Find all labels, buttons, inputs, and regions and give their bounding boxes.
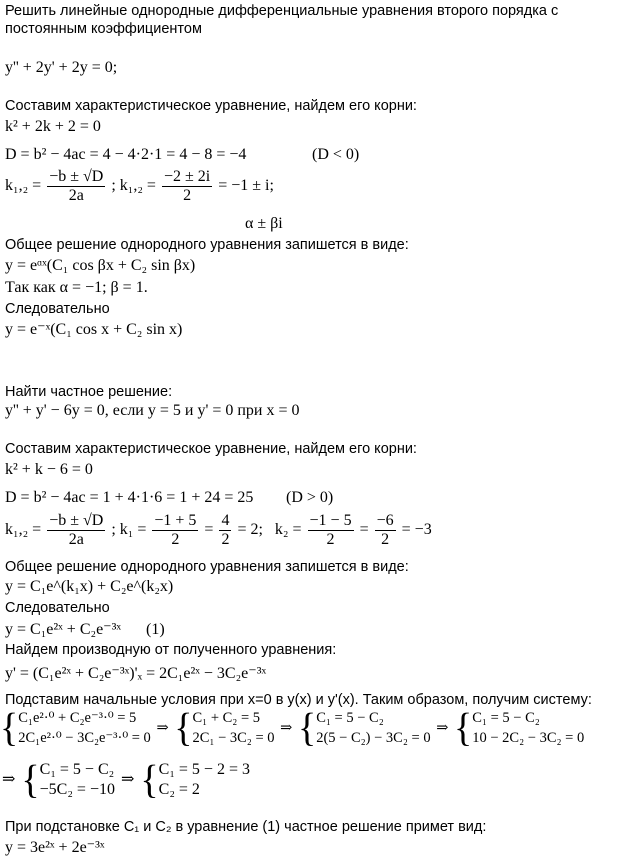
discriminant-2: D = b² − 4ac = 1 + 4·1·6 = 1 + 24 = 25 [5, 489, 254, 506]
brace-icon: { [140, 757, 159, 803]
solution-2: y = C₁e²ˣ + C₂e⁻³ˣ [5, 621, 122, 638]
k2-result: = −3 [401, 521, 432, 539]
system-1-row-1: C₁e²·⁰ + C₂e⁻³·⁰ = 5 [18, 710, 137, 726]
k1-denominator-b: 2 [221, 531, 230, 548]
k1-numerator-b: 4 [221, 512, 230, 529]
roots-numerator-2: −2 ± 2i [163, 168, 211, 185]
system-5-row-2: −5C₂ = −10 [39, 781, 115, 798]
k1-result: = 2; [237, 521, 263, 539]
general-heading-1: Общее решение однородного уравнения запишется в виде: [5, 237, 409, 253]
system-4-row-2: 10 − 2C₂ − 3C₂ = 0 [472, 730, 585, 746]
since-line: Так как α = −1; β = 1. [5, 279, 148, 296]
k1-numerator-a: −1 + 5 [154, 512, 197, 529]
system-5 [21, 757, 115, 803]
roots-label-2: k₁,₂ = [5, 521, 42, 539]
roots-fraction-2 [162, 168, 212, 205]
char-equation-1: k² + 2k + 2 = 0 [5, 118, 101, 135]
char-heading-1: Составим характеристическое уравнение, найдем его корни: [5, 98, 417, 114]
system-4 [454, 705, 585, 751]
k1-label: ; k₁ = [111, 521, 147, 539]
k2-numerator-a: −1 − 5 [309, 512, 352, 529]
brace-icon: { [454, 705, 473, 751]
system-3-row-2: 2(5 − C₂) − 3C₂ = 0 [316, 730, 431, 746]
system-3 [297, 705, 431, 751]
k2-label: k₂ = [274, 521, 302, 539]
roots-mid-1: ; k₁,₂ = [111, 177, 156, 195]
k1-fraction-b [219, 512, 231, 549]
k2-fraction-b [375, 512, 396, 549]
roots-fraction-1 [47, 168, 105, 205]
implies-icon: ⇒ [2, 771, 16, 788]
system-5-row-1: C₁ = 5 − C₂ [39, 761, 115, 778]
system-1 [0, 705, 151, 751]
roots-label-1: k₁,₂ = [5, 177, 42, 195]
implies-icon: ⇒ [156, 720, 169, 736]
roots-denominator-2: 2 [183, 187, 192, 204]
final-equation: y = 3e²ˣ + 2e⁻³ˣ [5, 839, 105, 856]
brace-icon: { [174, 705, 193, 751]
substitution-heading: Подставим начальные условия при x=0 в y(x) и y'(x). Таким образом, получим систему: [5, 692, 592, 708]
solution-1: y = e⁻ˣ(C₁ cos x + C₂ sin x) [5, 321, 183, 338]
discriminant-note-2: (D > 0) [286, 489, 334, 506]
brace-icon: { [297, 705, 317, 751]
general-equation-2: y = C₁e^(k₁x) + C₂e^(k₂x) [5, 578, 174, 595]
system-2-row-2: 2C₁ − 3C₂ = 0 [192, 730, 275, 746]
system-row-2 [0, 757, 250, 803]
derivative-equation: y' = (C₁e²ˣ + C₂e⁻³ˣ)'ₓ = 2C₁e²ˣ − 3C₂e⁻³ˣ [5, 665, 267, 682]
system-4-row-1: C₁ = 5 − C₂ [472, 710, 540, 726]
system-6-row-2: C₂ = 2 [158, 781, 200, 798]
char-equation-2: k² + k − 6 = 0 [5, 461, 93, 478]
brace-icon: { [0, 705, 19, 751]
k2-denominator-a: 2 [326, 531, 335, 548]
k2-fraction-a [308, 512, 354, 549]
system-row-1 [0, 705, 585, 751]
system-1-row-2: 2C₁e²·⁰ − 3C₂e⁻³·⁰ = 0 [18, 730, 151, 746]
alpha-beta: α ± βi [245, 215, 283, 232]
roots-denominator-1: 2a [68, 187, 84, 204]
equation-2: y'' + y' − 6y = 0, если y = 5 и y' = 0 при x = 0 [5, 402, 300, 419]
brace-icon: { [21, 757, 40, 803]
discriminant-note-1: (D < 0) [312, 146, 360, 163]
title-line-2: постоянным коэффициентом [5, 21, 202, 37]
system-6 [140, 757, 250, 803]
discriminant-1: D = b² − 4ac = 4 − 4·2·1 = 4 − 8 = −4 [5, 146, 247, 163]
roots-numerator-3: −b ± √D [49, 512, 104, 529]
problem2-heading: Найти частное решение: [5, 384, 173, 400]
roots-1 [5, 168, 274, 205]
equation-1: y'' + 2y' + 2y = 0; [5, 59, 118, 76]
k1-fraction-a [152, 512, 198, 549]
roots-result-1: = −1 ± i; [218, 177, 274, 195]
k2-denominator-b: 2 [381, 531, 390, 548]
system-2 [174, 705, 275, 751]
k2-equals: = [359, 521, 369, 539]
system-6-row-1: C₁ = 5 − 2 = 3 [158, 761, 250, 778]
roots-denominator-3: 2a [68, 531, 84, 548]
roots-numerator-1: −b ± √D [49, 168, 104, 185]
char-heading-2: Составим характеристическое уравнение, найдем его корни: [5, 441, 417, 457]
system-2-row-1: C₁ + C₂ = 5 [192, 710, 261, 726]
final-heading: При подстановке C₁ и C₂ в уравнение (1) частное решение примет вид: [5, 819, 487, 835]
roots-2 [5, 512, 432, 549]
therefore-2: Следовательно [5, 600, 110, 616]
roots-fraction-3 [47, 512, 105, 549]
solution-tag: (1) [146, 621, 165, 638]
title-line-1: Решить линейные однородные дифференциальные уравнения второго порядка с [5, 3, 559, 19]
general-equation-1: y = eᵅˣ(C₁ cos βx + C₂ sin βx) [5, 257, 196, 274]
system-3-row-1: C₁ = 5 − C₂ [316, 710, 384, 726]
k1-denominator-a: 2 [171, 531, 180, 548]
k1-equals: = [204, 521, 214, 539]
k2-numerator-b: −6 [376, 512, 394, 529]
implies-icon: ⇒ [436, 720, 449, 736]
therefore-1: Следовательно [5, 301, 110, 317]
general-heading-2: Общее решение однородного уравнения запишется в виде: [5, 559, 409, 575]
implies-icon: ⇒ [120, 771, 135, 788]
derivative-heading: Найдем производную от полученного уравнения: [5, 642, 337, 658]
implies-icon: ⇒ [280, 720, 293, 736]
